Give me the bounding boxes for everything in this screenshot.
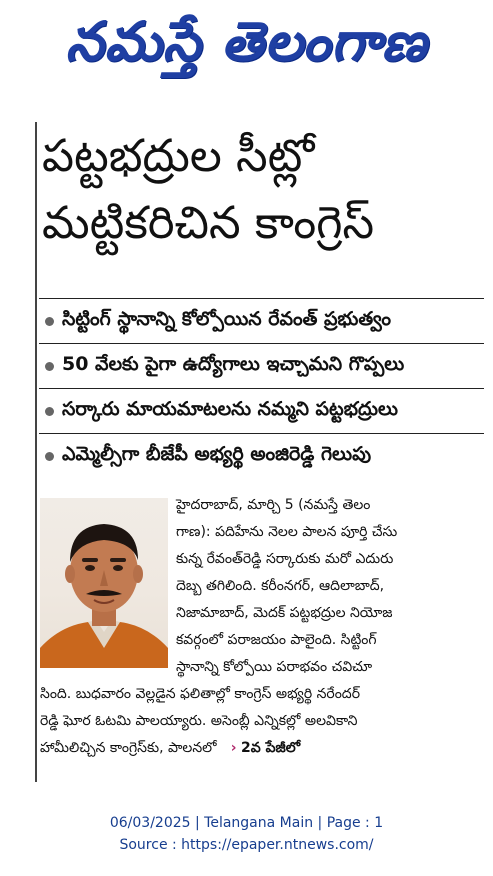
subheading-bullets — [39, 298, 484, 478]
article-line: స్థానాన్ని కోల్పోయి పరాభవం చవిచూ — [176, 659, 373, 675]
continued-on-page-link[interactable]: 2వ పేజీలో — [241, 740, 301, 756]
article-line: కవర్గంలో పరాజయం పాలైంది. సిట్టింగ్ — [176, 632, 377, 648]
bullet-text: ఎమ్మెల్సీగా బీజేపీ అభ్యర్థి అంజిరెడ్డి గెలుపు — [62, 442, 372, 465]
article-line: హైదరాబాద్, మార్చి 5 (నమస్తే తెలం — [176, 497, 371, 513]
article-line-text: హామీలిచ్చిన కాంగ్రెస్‌కు, పాలనలో — [40, 740, 217, 756]
bullet-text: సర్కారు మాయమాటలను నమ్మని పట్టభద్రులు — [62, 397, 399, 420]
article-line: నిజామాబాద్, మెదక్ పట్టభద్రుల నియోజ — [176, 605, 393, 621]
masthead-logo — [0, 0, 493, 96]
page-footer — [0, 812, 493, 856]
bullet-dot-icon — [45, 407, 54, 416]
bullet-item — [39, 343, 484, 388]
article-line: దెబ్బ తగిలింది. కరీంనగర్, ఆదిలాబాద్, — [176, 578, 385, 594]
article-line: రెడ్డి ఘోర ఓటమి పాలయ్యారు. అసెంబ్లీ ఎన్నికల్లో అలవికాని — [40, 713, 358, 729]
article-body — [40, 492, 484, 762]
bullet-text: 50 వేలకు పైగా ఉద్యోగాలు ఇచ్చామని గొప్పలు — [62, 352, 405, 375]
bullet-dot-icon — [45, 452, 54, 461]
column-rule — [35, 122, 37, 782]
bullet-dot-icon — [45, 317, 54, 326]
headline-line-2: మట్టికరిచిన కాంగ్రెస్ — [42, 196, 375, 249]
article-line: సింది. బుధవారం వెల్లడైన ఫలితాల్లో కాంగ్రెస్ అభ్యర్థి నరేందర్ — [40, 686, 360, 702]
headline-line-1: పట్టభద్రుల సీట్లో — [42, 129, 315, 182]
article-line: గాణ): పదిహేను నెలల పాలన పూర్తి చేసు — [176, 524, 398, 540]
bullet-item — [39, 298, 484, 343]
article-line-last — [40, 735, 484, 762]
bullet-dot-icon — [45, 362, 54, 371]
bullet-item — [39, 433, 484, 478]
masthead-title: నమస్తే తెలంగాణ — [65, 9, 428, 73]
article-headline — [42, 122, 482, 256]
bullet-text: సిట్టింగ్ స్థానాన్ని కోల్పోయిన రేవంత్ ప్రభుత్వం — [62, 307, 391, 330]
continued-arrow-icon: › — [221, 740, 237, 756]
article-line: కున్న రేవంత్‌రెడ్డి సర్కారుకు మరో ఎదురు — [176, 551, 394, 567]
bullet-item — [39, 388, 484, 433]
footer-edition-info: 06/03/2025 | Telangana Main | Page : 1 — [109, 815, 384, 831]
footer-source-link[interactable]: Source : https://epaper.ntnews.com/ — [119, 837, 374, 853]
